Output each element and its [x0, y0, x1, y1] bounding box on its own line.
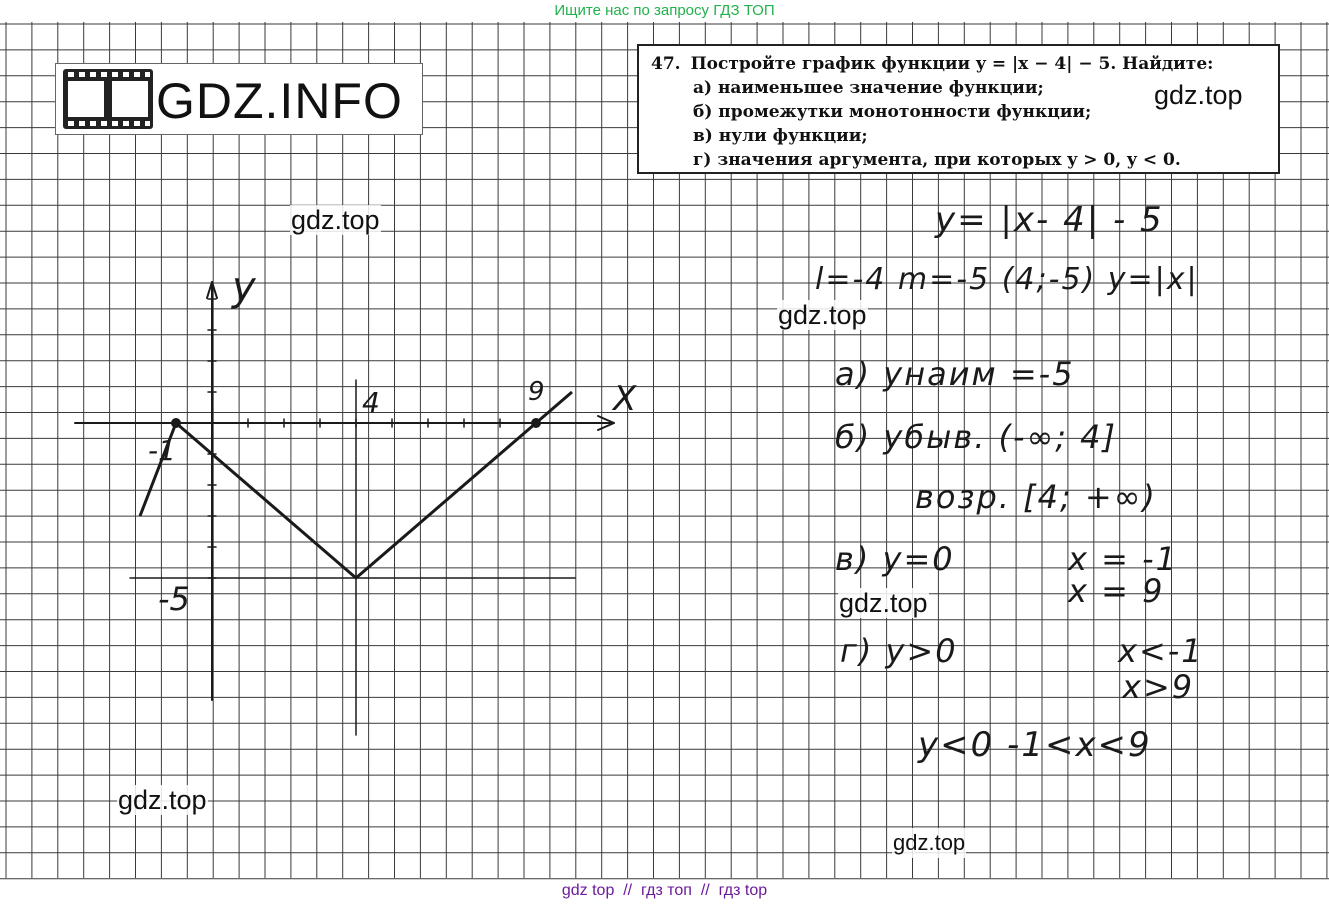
footer-links: [0, 882, 1329, 900]
x-axis-arrow: [598, 416, 614, 423]
gdz-info-logo[interactable]: [55, 63, 423, 135]
task-item-b: б) промежутки монотонности функции;: [693, 102, 1092, 122]
search-banner[interactable]: Ищите нас по запросу ГДЗ ТОП: [554, 2, 775, 19]
tick-label-minus-one: -1: [148, 434, 176, 467]
task-heading: [651, 52, 1268, 76]
logo-text: GDZ.INFO: [156, 73, 403, 129]
task-item-v: в) нули функции;: [693, 126, 868, 146]
handwritten-answer-v-x2: x = 9: [1068, 572, 1165, 610]
axis-y-label: y: [232, 264, 256, 310]
watermark-gdz-top: gdz.top: [118, 785, 207, 815]
handwritten-answer-b-increasing: возр. [4; +∞): [915, 478, 1157, 516]
handwritten-answer-g-x1: x<-1: [1118, 632, 1204, 670]
tick-label-four: 4: [362, 386, 380, 419]
handwritten-params: l=-4 m=-5 (4;-5) y=|x|: [815, 262, 1199, 297]
footer-separator: //: [614, 882, 642, 899]
handwritten-answer-a: a) yнаим =-5: [835, 355, 1075, 393]
watermark-gdz-top: gdz.top: [291, 205, 380, 235]
watermark-gdz-top: gdz.top: [892, 828, 966, 858]
footer-link[interactable]: gdz top: [561, 882, 615, 899]
handwritten-answer-v-label: в) y=0: [835, 540, 955, 578]
zero-point: [171, 418, 181, 428]
task-number: 47.: [651, 54, 681, 74]
task-item-a: а) наименьшее значение функции;: [693, 78, 1044, 98]
handwritten-answer-g-x2: x>9: [1122, 668, 1195, 706]
task-statement: Постройте график функции y = |x − 4| − 5. Найдите:: [690, 54, 1214, 74]
zero-point: [531, 418, 541, 428]
task-item-g: г) значения аргумента, при которых y > 0, y < 0.: [693, 150, 1181, 170]
footer-separator: //: [691, 882, 719, 899]
handwritten-answer-g-negative: y<0 -1<x<9: [918, 725, 1152, 765]
tick-label-nine: 9: [528, 377, 545, 407]
footer-link[interactable]: гдз top: [718, 882, 768, 899]
watermark-gdz-top: gdz.top: [1154, 80, 1243, 110]
handwritten-answer-v-x1: x = -1: [1068, 540, 1178, 578]
handwritten-answer-b-decreasing: б) yбыв. (-∞; 4]: [835, 418, 1118, 456]
tick-label-minus-five: -5: [158, 580, 190, 618]
watermark-gdz-top: gdz.top: [839, 588, 928, 618]
handwritten-equation: y= |x- 4| - 5: [935, 200, 1164, 240]
axis-x-label: X: [613, 379, 637, 419]
film-strip-icon: [62, 68, 154, 130]
footer-link[interactable]: гдз топ: [641, 882, 692, 899]
handwritten-answer-g-label: г) y>0: [840, 632, 958, 670]
watermark-gdz-top: gdz.top: [778, 300, 867, 330]
x-axis-arrow: [598, 423, 614, 430]
